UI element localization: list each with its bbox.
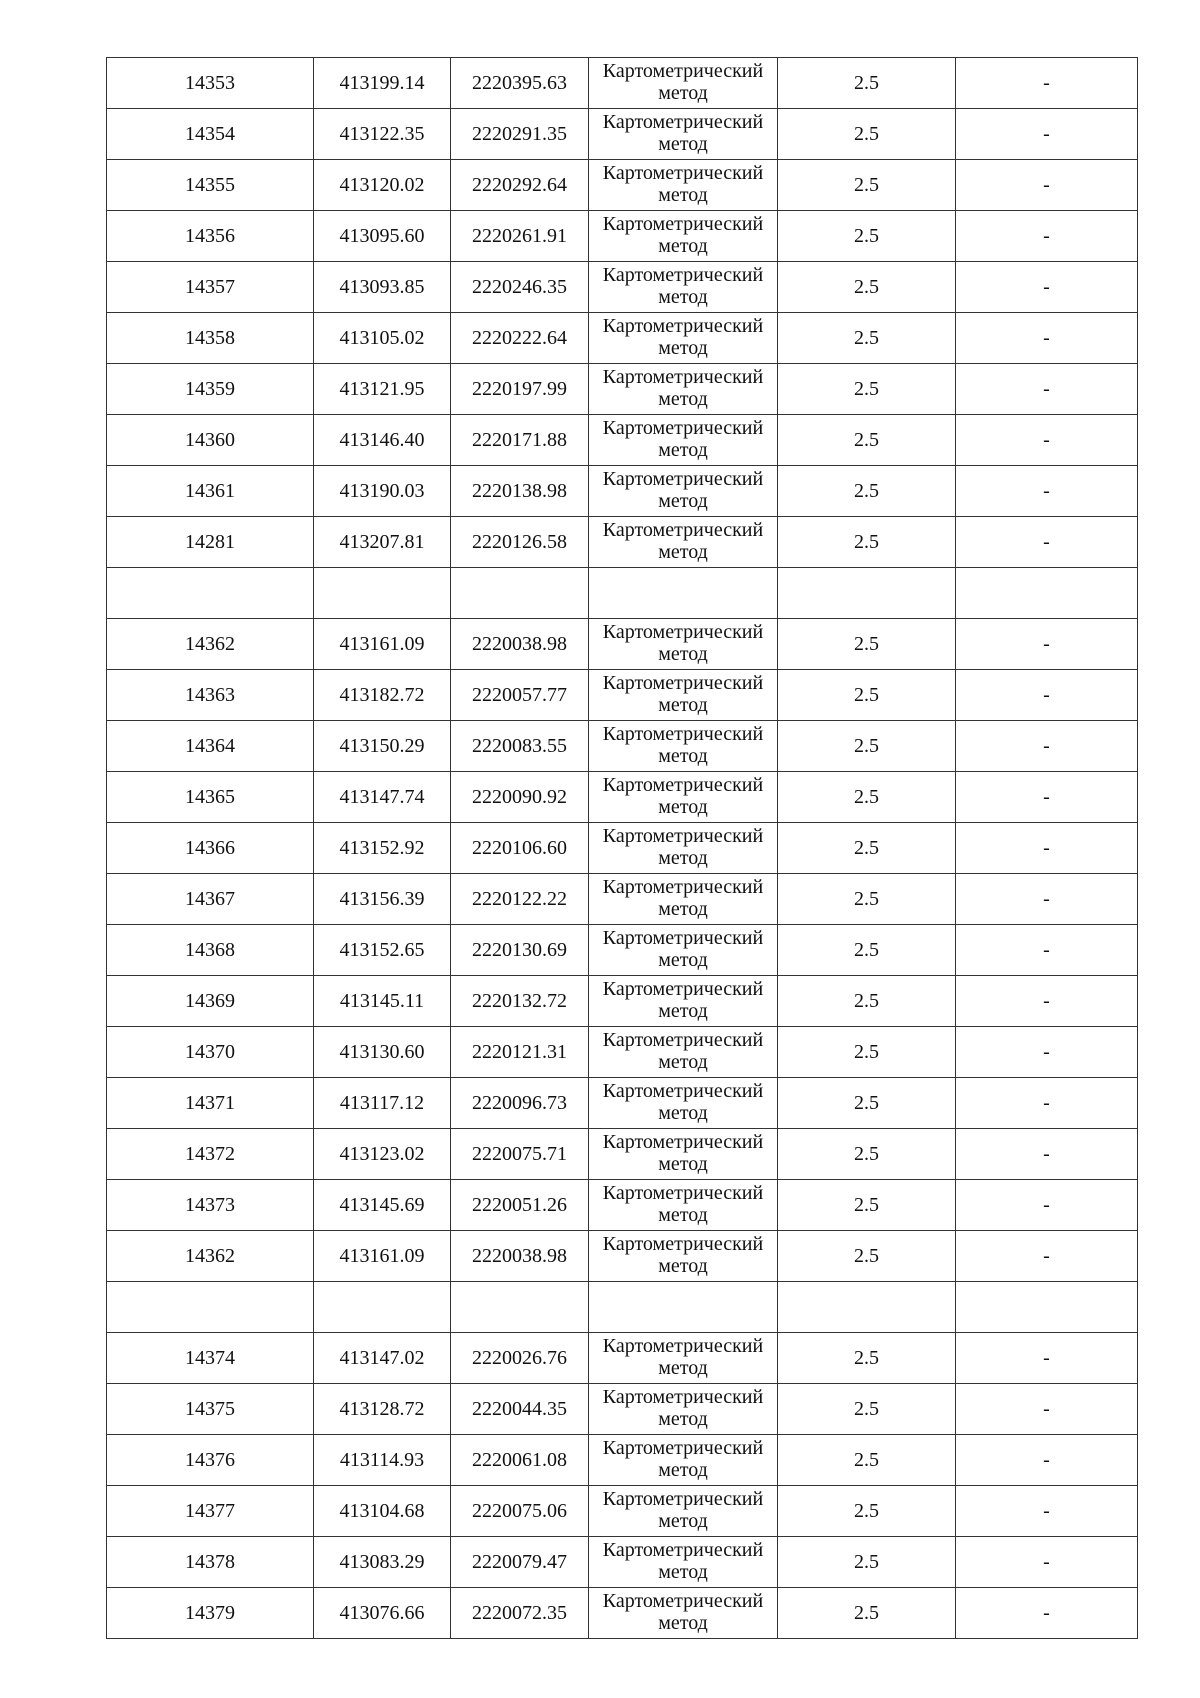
y-coordinate-cell: 2220044.35 bbox=[451, 1384, 589, 1435]
table-row bbox=[107, 1537, 1138, 1588]
point-number-cell: 14366 bbox=[107, 823, 314, 874]
note-cell: - bbox=[956, 1027, 1138, 1078]
x-coordinate-cell bbox=[314, 1282, 451, 1333]
y-coordinate-cell: 2220026.76 bbox=[451, 1333, 589, 1384]
method-cell: Картометрический метод bbox=[589, 1537, 778, 1588]
accuracy-cell bbox=[778, 568, 956, 619]
note-cell: - bbox=[956, 262, 1138, 313]
table-row bbox=[107, 1180, 1138, 1231]
accuracy-cell: 2.5 bbox=[778, 364, 956, 415]
table-row bbox=[107, 160, 1138, 211]
method-cell: Картометрический метод bbox=[589, 1486, 778, 1537]
accuracy-cell: 2.5 bbox=[778, 160, 956, 211]
table-row bbox=[107, 58, 1138, 109]
note-cell: - bbox=[956, 721, 1138, 772]
point-number-cell: 14362 bbox=[107, 619, 314, 670]
note-cell: - bbox=[956, 211, 1138, 262]
note-cell: - bbox=[956, 1333, 1138, 1384]
note-cell: - bbox=[956, 364, 1138, 415]
accuracy-cell: 2.5 bbox=[778, 211, 956, 262]
method-cell bbox=[589, 568, 778, 619]
y-coordinate-cell: 2220292.64 bbox=[451, 160, 589, 211]
table-row bbox=[107, 925, 1138, 976]
note-cell: - bbox=[956, 1486, 1138, 1537]
x-coordinate-cell: 413095.60 bbox=[314, 211, 451, 262]
table-row bbox=[107, 1333, 1138, 1384]
point-number-cell: 14375 bbox=[107, 1384, 314, 1435]
x-coordinate-cell: 413076.66 bbox=[314, 1588, 451, 1639]
x-coordinate-cell: 413145.69 bbox=[314, 1180, 451, 1231]
point-number-cell: 14364 bbox=[107, 721, 314, 772]
coordinates-table-body bbox=[107, 58, 1138, 1639]
table-row bbox=[107, 823, 1138, 874]
table-row bbox=[107, 415, 1138, 466]
table-row bbox=[107, 976, 1138, 1027]
note-cell: - bbox=[956, 1078, 1138, 1129]
note-cell: - bbox=[956, 1384, 1138, 1435]
note-cell: - bbox=[956, 772, 1138, 823]
accuracy-cell: 2.5 bbox=[778, 1486, 956, 1537]
method-cell: Картометрический метод bbox=[589, 670, 778, 721]
method-cell: Картометрический метод bbox=[589, 1435, 778, 1486]
x-coordinate-cell: 413161.09 bbox=[314, 619, 451, 670]
point-number-cell bbox=[107, 568, 314, 619]
y-coordinate-cell: 2220075.06 bbox=[451, 1486, 589, 1537]
y-coordinate-cell: 2220130.69 bbox=[451, 925, 589, 976]
table-row bbox=[107, 1486, 1138, 1537]
note-cell: - bbox=[956, 313, 1138, 364]
coordinates-table bbox=[106, 57, 1138, 1639]
note-cell: - bbox=[956, 976, 1138, 1027]
note-cell bbox=[956, 1282, 1138, 1333]
y-coordinate-cell: 2220038.98 bbox=[451, 619, 589, 670]
method-cell: Картометрический метод bbox=[589, 1384, 778, 1435]
accuracy-cell: 2.5 bbox=[778, 874, 956, 925]
accuracy-cell: 2.5 bbox=[778, 772, 956, 823]
accuracy-cell: 2.5 bbox=[778, 721, 956, 772]
x-coordinate-cell bbox=[314, 568, 451, 619]
x-coordinate-cell: 413150.29 bbox=[314, 721, 451, 772]
accuracy-cell: 2.5 bbox=[778, 1537, 956, 1588]
table-row bbox=[107, 772, 1138, 823]
point-number-cell: 14377 bbox=[107, 1486, 314, 1537]
note-cell: - bbox=[956, 160, 1138, 211]
y-coordinate-cell: 2220171.88 bbox=[451, 415, 589, 466]
accuracy-cell bbox=[778, 1282, 956, 1333]
point-number-cell: 14354 bbox=[107, 109, 314, 160]
method-cell: Картометрический метод bbox=[589, 58, 778, 109]
y-coordinate-cell: 2220291.35 bbox=[451, 109, 589, 160]
accuracy-cell: 2.5 bbox=[778, 313, 956, 364]
method-cell: Картометрический метод bbox=[589, 415, 778, 466]
method-cell: Картометрический метод bbox=[589, 1231, 778, 1282]
point-number-cell: 14379 bbox=[107, 1588, 314, 1639]
point-number-cell: 14378 bbox=[107, 1537, 314, 1588]
table-row bbox=[107, 1129, 1138, 1180]
note-cell bbox=[956, 568, 1138, 619]
table-row bbox=[107, 721, 1138, 772]
point-number-cell: 14360 bbox=[107, 415, 314, 466]
accuracy-cell: 2.5 bbox=[778, 109, 956, 160]
accuracy-cell: 2.5 bbox=[778, 1078, 956, 1129]
y-coordinate-cell: 2220106.60 bbox=[451, 823, 589, 874]
note-cell: - bbox=[956, 109, 1138, 160]
x-coordinate-cell: 413147.02 bbox=[314, 1333, 451, 1384]
method-cell: Картометрический метод bbox=[589, 1180, 778, 1231]
method-cell: Картометрический метод bbox=[589, 1129, 778, 1180]
accuracy-cell: 2.5 bbox=[778, 1180, 956, 1231]
method-cell: Картометрический метод bbox=[589, 211, 778, 262]
note-cell: - bbox=[956, 925, 1138, 976]
x-coordinate-cell: 413104.68 bbox=[314, 1486, 451, 1537]
method-cell: Картометрический метод bbox=[589, 976, 778, 1027]
accuracy-cell: 2.5 bbox=[778, 262, 956, 313]
y-coordinate-cell: 2220083.55 bbox=[451, 721, 589, 772]
y-coordinate-cell: 2220132.72 bbox=[451, 976, 589, 1027]
method-cell bbox=[589, 1282, 778, 1333]
note-cell: - bbox=[956, 1537, 1138, 1588]
note-cell: - bbox=[956, 1180, 1138, 1231]
note-cell: - bbox=[956, 1588, 1138, 1639]
point-number-cell: 14373 bbox=[107, 1180, 314, 1231]
method-cell: Картометрический метод bbox=[589, 109, 778, 160]
x-coordinate-cell: 413121.95 bbox=[314, 364, 451, 415]
table-row bbox=[107, 1078, 1138, 1129]
y-coordinate-cell: 2220121.31 bbox=[451, 1027, 589, 1078]
y-coordinate-cell: 2220057.77 bbox=[451, 670, 589, 721]
point-number-cell: 14368 bbox=[107, 925, 314, 976]
table-row bbox=[107, 1588, 1138, 1639]
table-row bbox=[107, 517, 1138, 568]
accuracy-cell: 2.5 bbox=[778, 415, 956, 466]
table-row bbox=[107, 313, 1138, 364]
separator-row bbox=[107, 1282, 1138, 1333]
note-cell: - bbox=[956, 415, 1138, 466]
x-coordinate-cell: 413147.74 bbox=[314, 772, 451, 823]
table-row bbox=[107, 874, 1138, 925]
y-coordinate-cell: 2220122.22 bbox=[451, 874, 589, 925]
method-cell: Картометрический метод bbox=[589, 619, 778, 670]
method-cell: Картометрический метод bbox=[589, 721, 778, 772]
accuracy-cell: 2.5 bbox=[778, 619, 956, 670]
method-cell: Картометрический метод bbox=[589, 1078, 778, 1129]
table-row bbox=[107, 1384, 1138, 1435]
point-number-cell: 14376 bbox=[107, 1435, 314, 1486]
x-coordinate-cell: 413123.02 bbox=[314, 1129, 451, 1180]
method-cell: Картометрический метод bbox=[589, 874, 778, 925]
method-cell: Картометрический метод bbox=[589, 517, 778, 568]
point-number-cell: 14361 bbox=[107, 466, 314, 517]
y-coordinate-cell: 2220126.58 bbox=[451, 517, 589, 568]
point-number-cell: 14356 bbox=[107, 211, 314, 262]
y-coordinate-cell: 2220222.64 bbox=[451, 313, 589, 364]
y-coordinate-cell: 2220395.63 bbox=[451, 58, 589, 109]
x-coordinate-cell: 413105.02 bbox=[314, 313, 451, 364]
accuracy-cell: 2.5 bbox=[778, 976, 956, 1027]
x-coordinate-cell: 413161.09 bbox=[314, 1231, 451, 1282]
table-row bbox=[107, 109, 1138, 160]
table-row bbox=[107, 1231, 1138, 1282]
x-coordinate-cell: 413207.81 bbox=[314, 517, 451, 568]
x-coordinate-cell: 413120.02 bbox=[314, 160, 451, 211]
x-coordinate-cell: 413083.29 bbox=[314, 1537, 451, 1588]
point-number-cell: 14365 bbox=[107, 772, 314, 823]
point-number-cell: 14363 bbox=[107, 670, 314, 721]
y-coordinate-cell: 2220138.98 bbox=[451, 466, 589, 517]
method-cell: Картометрический метод bbox=[589, 364, 778, 415]
y-coordinate-cell: 2220038.98 bbox=[451, 1231, 589, 1282]
y-coordinate-cell: 2220090.92 bbox=[451, 772, 589, 823]
note-cell: - bbox=[956, 466, 1138, 517]
x-coordinate-cell: 413114.93 bbox=[314, 1435, 451, 1486]
accuracy-cell: 2.5 bbox=[778, 1129, 956, 1180]
point-number-cell: 14359 bbox=[107, 364, 314, 415]
accuracy-cell: 2.5 bbox=[778, 1435, 956, 1486]
note-cell: - bbox=[956, 670, 1138, 721]
point-number-cell: 14362 bbox=[107, 1231, 314, 1282]
point-number-cell: 14353 bbox=[107, 58, 314, 109]
note-cell: - bbox=[956, 517, 1138, 568]
accuracy-cell: 2.5 bbox=[778, 517, 956, 568]
x-coordinate-cell: 413182.72 bbox=[314, 670, 451, 721]
method-cell: Картометрический метод bbox=[589, 1588, 778, 1639]
method-cell: Картометрический метод bbox=[589, 772, 778, 823]
y-coordinate-cell bbox=[451, 1282, 589, 1333]
accuracy-cell: 2.5 bbox=[778, 1333, 956, 1384]
point-number-cell: 14372 bbox=[107, 1129, 314, 1180]
y-coordinate-cell: 2220096.73 bbox=[451, 1078, 589, 1129]
y-coordinate-cell: 2220197.99 bbox=[451, 364, 589, 415]
y-coordinate-cell bbox=[451, 568, 589, 619]
table-row bbox=[107, 364, 1138, 415]
x-coordinate-cell: 413117.12 bbox=[314, 1078, 451, 1129]
method-cell: Картометрический метод bbox=[589, 925, 778, 976]
y-coordinate-cell: 2220246.35 bbox=[451, 262, 589, 313]
y-coordinate-cell: 2220075.71 bbox=[451, 1129, 589, 1180]
note-cell: - bbox=[956, 874, 1138, 925]
table-row bbox=[107, 466, 1138, 517]
point-number-cell: 14370 bbox=[107, 1027, 314, 1078]
x-coordinate-cell: 413156.39 bbox=[314, 874, 451, 925]
note-cell: - bbox=[956, 823, 1138, 874]
y-coordinate-cell: 2220261.91 bbox=[451, 211, 589, 262]
point-number-cell: 14358 bbox=[107, 313, 314, 364]
note-cell: - bbox=[956, 58, 1138, 109]
separator-row bbox=[107, 568, 1138, 619]
accuracy-cell: 2.5 bbox=[778, 466, 956, 517]
method-cell: Картометрический метод bbox=[589, 262, 778, 313]
table-row bbox=[107, 619, 1138, 670]
x-coordinate-cell: 413146.40 bbox=[314, 415, 451, 466]
accuracy-cell: 2.5 bbox=[778, 58, 956, 109]
method-cell: Картометрический метод bbox=[589, 823, 778, 874]
table-row bbox=[107, 670, 1138, 721]
accuracy-cell: 2.5 bbox=[778, 925, 956, 976]
x-coordinate-cell: 413152.65 bbox=[314, 925, 451, 976]
accuracy-cell: 2.5 bbox=[778, 1384, 956, 1435]
point-number-cell: 14369 bbox=[107, 976, 314, 1027]
table-row bbox=[107, 262, 1138, 313]
y-coordinate-cell: 2220061.08 bbox=[451, 1435, 589, 1486]
accuracy-cell: 2.5 bbox=[778, 823, 956, 874]
note-cell: - bbox=[956, 1129, 1138, 1180]
table-row bbox=[107, 211, 1138, 262]
method-cell: Картометрический метод bbox=[589, 1027, 778, 1078]
x-coordinate-cell: 413199.14 bbox=[314, 58, 451, 109]
accuracy-cell: 2.5 bbox=[778, 1027, 956, 1078]
x-coordinate-cell: 413122.35 bbox=[314, 109, 451, 160]
point-number-cell: 14374 bbox=[107, 1333, 314, 1384]
method-cell: Картометрический метод bbox=[589, 1333, 778, 1384]
x-coordinate-cell: 413190.03 bbox=[314, 466, 451, 517]
accuracy-cell: 2.5 bbox=[778, 1588, 956, 1639]
y-coordinate-cell: 2220072.35 bbox=[451, 1588, 589, 1639]
x-coordinate-cell: 413145.11 bbox=[314, 976, 451, 1027]
point-number-cell: 14367 bbox=[107, 874, 314, 925]
method-cell: Картометрический метод bbox=[589, 466, 778, 517]
x-coordinate-cell: 413130.60 bbox=[314, 1027, 451, 1078]
note-cell: - bbox=[956, 1231, 1138, 1282]
method-cell: Картометрический метод bbox=[589, 313, 778, 364]
accuracy-cell: 2.5 bbox=[778, 1231, 956, 1282]
point-number-cell: 14357 bbox=[107, 262, 314, 313]
point-number-cell bbox=[107, 1282, 314, 1333]
note-cell: - bbox=[956, 1435, 1138, 1486]
x-coordinate-cell: 413128.72 bbox=[314, 1384, 451, 1435]
accuracy-cell: 2.5 bbox=[778, 670, 956, 721]
method-cell: Картометрический метод bbox=[589, 160, 778, 211]
y-coordinate-cell: 2220079.47 bbox=[451, 1537, 589, 1588]
point-number-cell: 14355 bbox=[107, 160, 314, 211]
point-number-cell: 14281 bbox=[107, 517, 314, 568]
point-number-cell: 14371 bbox=[107, 1078, 314, 1129]
x-coordinate-cell: 413093.85 bbox=[314, 262, 451, 313]
table-row bbox=[107, 1435, 1138, 1486]
note-cell: - bbox=[956, 619, 1138, 670]
x-coordinate-cell: 413152.92 bbox=[314, 823, 451, 874]
table-row bbox=[107, 1027, 1138, 1078]
y-coordinate-cell: 2220051.26 bbox=[451, 1180, 589, 1231]
